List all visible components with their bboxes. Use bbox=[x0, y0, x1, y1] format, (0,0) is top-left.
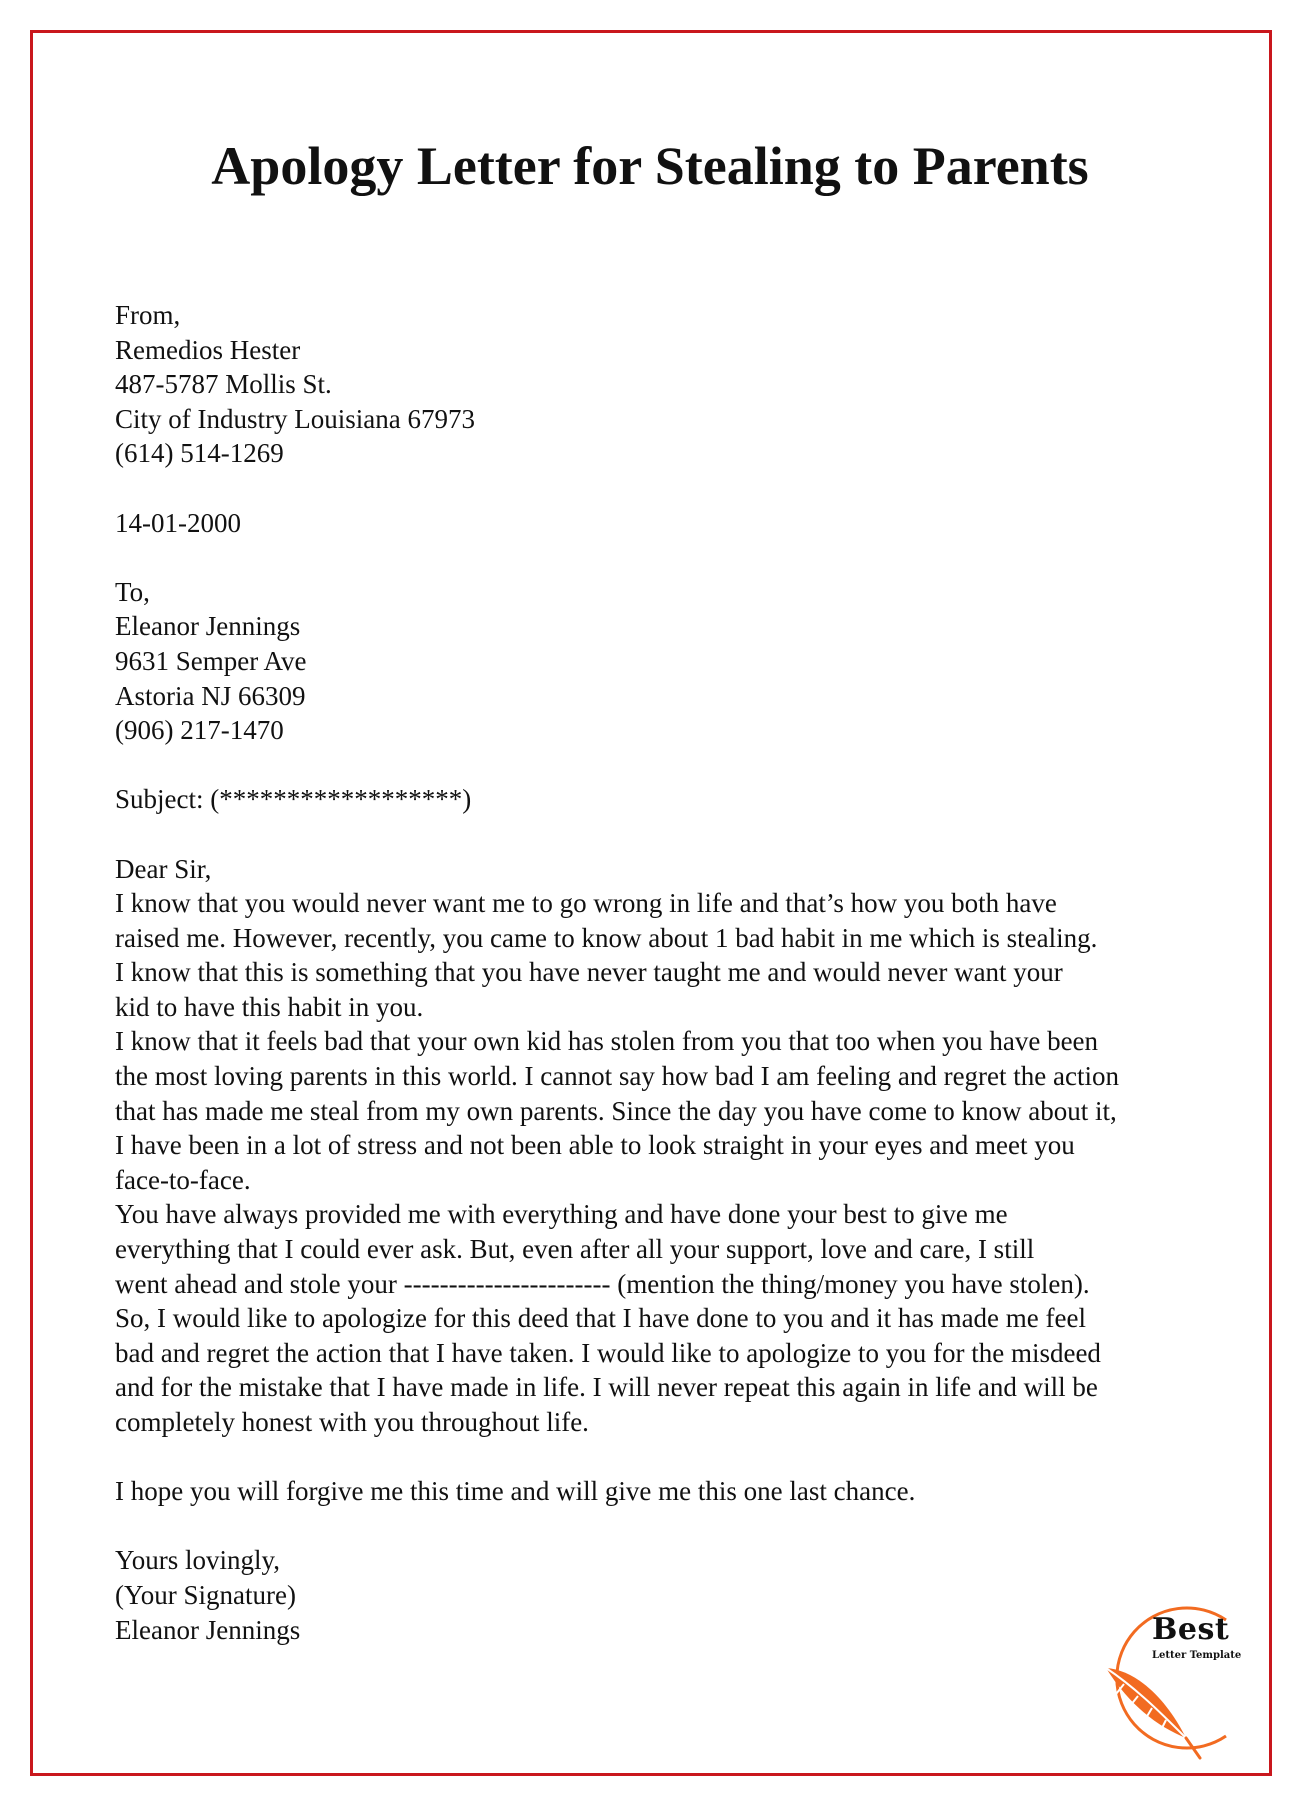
logo-word: Best bbox=[1152, 1612, 1230, 1647]
body-line: completely honest with you throughout life. bbox=[115, 1407, 589, 1437]
sender-phone: (614) 514-1269 bbox=[115, 438, 284, 469]
recipient-street: 9631 Semper Ave bbox=[115, 645, 307, 676]
recipient-city: Astoria NJ 66309 bbox=[115, 680, 306, 711]
body-line: I have been in a lot of stress and not been able to look straight in your eyes and meet you bbox=[115, 1130, 1075, 1161]
body-line: You have always provided me with everything and have done your best to give me bbox=[115, 1199, 1008, 1230]
body-line: and for the mistake that I have made in life. I will never repeat this again in life and will be bbox=[115, 1372, 1098, 1403]
body-line: the most loving parents in this world. I cannot say how bad I am feeling and regret the action bbox=[115, 1061, 1119, 1092]
body-line: everything that I could ever ask. But, even after all your support, love and care, I still bbox=[115, 1234, 1035, 1265]
sender-city: City of Industry Louisiana 67973 bbox=[115, 403, 475, 434]
body-line: raised me. However, recently, you came to know about 1 bad habit in me which is stealing. bbox=[115, 922, 1098, 953]
recipient-phone: (906) 217-1470 bbox=[115, 715, 284, 746]
document-title: Apology Letter for Stealing to Parents bbox=[211, 136, 1089, 196]
body-line: So, I would like to apologize for this deed that I have done to you and it has made me feel bbox=[115, 1303, 1086, 1334]
sign-off: Yours lovingly, bbox=[115, 1545, 281, 1576]
signature-placeholder: (Your Signature) bbox=[115, 1579, 296, 1610]
body-line: face-to-face. bbox=[115, 1164, 251, 1195]
body-line: I know that you would never want me to go wrong in life and that’s how you both have bbox=[115, 888, 1057, 919]
sender-street: 487-5787 Mollis St. bbox=[115, 369, 332, 400]
recipient-name: Eleanor Jennings bbox=[115, 611, 301, 642]
sender-name: Remedios Hester bbox=[115, 334, 301, 365]
letter-body bbox=[115, 298, 1195, 1647]
best-letter-template-logo bbox=[1076, 1598, 1266, 1768]
body-line: I know that this is something that you have never taught me and would never want your bbox=[115, 957, 1063, 988]
from-label: From, bbox=[115, 300, 181, 330]
body-line: that has made me steal from my own parents. Since the day you have come to know about it, bbox=[115, 1095, 1117, 1126]
body-line: went ahead and stole your ----------------------- (mention the thing/money you have stolen). bbox=[115, 1268, 1090, 1299]
signer-name: Eleanor Jennings bbox=[115, 1614, 301, 1645]
closing-paragraph: I hope you will forgive me this time and will give me this one last chance. bbox=[115, 1476, 916, 1507]
letter-date: 14-01-2000 bbox=[115, 507, 241, 538]
logo-tagline: Letter Template bbox=[1152, 1650, 1242, 1661]
body-line: bad and regret the action that I have taken. I would like to apologize to you for the misdeed bbox=[115, 1337, 1101, 1368]
body-line: kid to have this habit in you. bbox=[115, 991, 424, 1022]
subject-line: Subject: (******************) bbox=[115, 784, 472, 815]
body-line: I know that it feels bad that your own kid has stolen from you that too when you have been bbox=[115, 1026, 1099, 1057]
salutation: Dear Sir, bbox=[115, 853, 212, 884]
to-label: To, bbox=[115, 576, 150, 607]
